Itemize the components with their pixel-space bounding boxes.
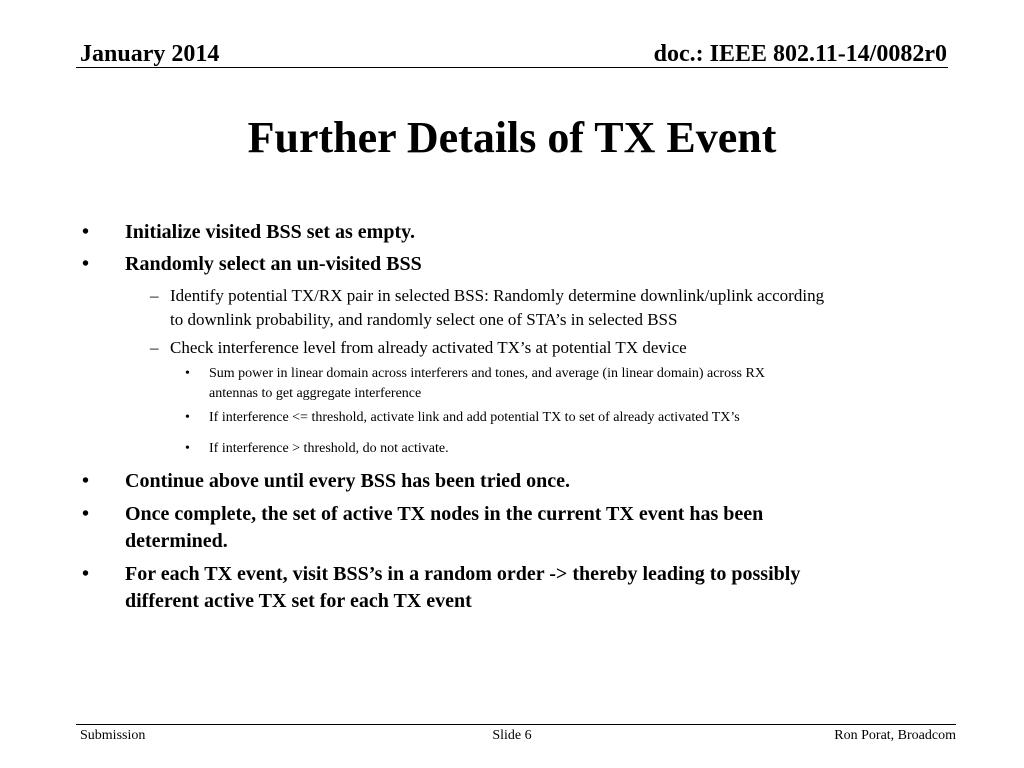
footer-author: Ron Porat, Broadcom: [834, 728, 956, 743]
bullet-marker: •: [82, 470, 90, 492]
bullet-marker: •: [185, 410, 190, 425]
bullet-text-line2: different active TX set for each TX event: [125, 590, 472, 612]
footer-rule: [76, 724, 956, 725]
header-date: January 2014: [80, 41, 220, 67]
bullet-text-line2: determined.: [125, 530, 228, 552]
footer-submission: Submission: [80, 728, 146, 743]
sub-sub-bullet-text: If interference > threshold, do not activate.: [209, 441, 449, 456]
sub-sub-bullet-text-line1: Sum power in linear domain across interferers and tones, and average (in linear domain) across RX: [209, 366, 765, 381]
sub-bullet-text-line1: Identify potential TX/RX pair in selected BSS: Randomly determine downlink/uplink according: [170, 286, 825, 305]
bullet-marker: •: [82, 221, 90, 243]
bullet-text: Randomly select an un-visited BSS: [125, 253, 422, 275]
sub-sub-bullet-text-line2: antennas to get aggregate interference: [209, 386, 422, 401]
bullet-text: Initialize visited BSS set as empty.: [125, 221, 416, 243]
bullet-marker: •: [82, 253, 90, 275]
sub-bullet-text-line2: to downlink probability, and randomly select one of STA’s in selected BSS: [170, 310, 678, 329]
bullet-text-line1: For each TX event, visit BSS’s in a random order -> thereby leading to possibly: [125, 563, 801, 585]
bullet-marker: •: [82, 563, 90, 585]
bullet-marker: •: [185, 441, 190, 456]
bullet-text: Continue above until every BSS has been tried once.: [125, 470, 571, 492]
bullet-marker: •: [82, 503, 90, 525]
sub-sub-bullet-text: If interference <= threshold, activate link and add potential TX to set of already activated TX’s: [209, 410, 740, 425]
slide-title: Further Details of TX Event: [247, 113, 777, 162]
header-rule: [76, 67, 948, 68]
sub-bullet-text: Check interference level from already activated TX’s at potential TX device: [170, 338, 687, 357]
bullet-text-line1: Once complete, the set of active TX nodes in the current TX event has been: [125, 503, 764, 525]
bullet-marker: •: [185, 366, 190, 381]
dash-marker: –: [150, 338, 159, 357]
footer-slide-number: Slide 6: [492, 728, 532, 743]
dash-marker: –: [150, 286, 159, 305]
header-doc-id: doc.: IEEE 802.11-14/0082r0: [653, 41, 947, 67]
